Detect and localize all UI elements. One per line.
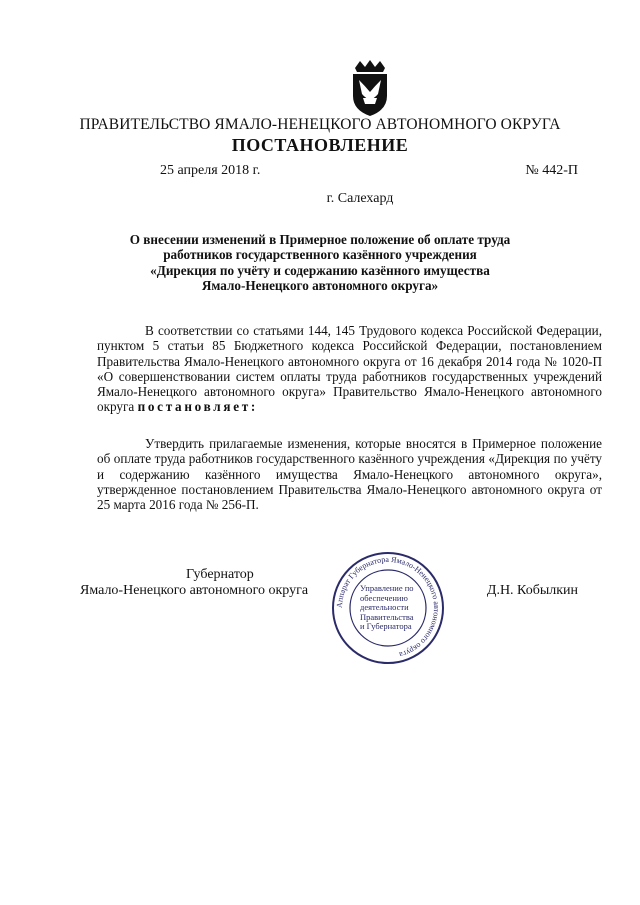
stamp-line: деятельности	[360, 602, 409, 613]
document-subject	[120, 232, 520, 294]
signatory-name: Д.Н. Кобылкин	[486, 583, 578, 598]
stamp-line: Управление по	[360, 583, 414, 593]
coat-of-arms-icon	[345, 58, 395, 118]
subject-line-1: О внесении изменений в Примерное положение об оплате труда	[129, 232, 511, 247]
stamp-line: обеспечению	[360, 592, 408, 603]
subject-line-3: «Дирекция по учёту и содержанию казённого имущества	[150, 262, 490, 278]
signatory-title-line-1: Губернатор	[186, 567, 254, 582]
stamp-line: Правительства	[360, 611, 414, 622]
document-date: 25 апреля 2018 г.	[160, 163, 261, 178]
body-paragraph-1	[97, 323, 602, 415]
stamp-ring-text: Аппарат Губернатора Ямало-Ненецкого автономного округа	[334, 554, 442, 660]
paragraph-1-text: В соответствии со статьями 144, 145 Трудового кодекса Российской Федерации, пунктом 5 статьи 85 Бюджетного кодекса Российской Федерации, постановлением Правительства Ямало-Ненецкого автономного округа от 16 декабря 2014 года № 1020-П «О совершенствовании систем оплаты труда работников государственных учреждений Ямало-Ненецкого автономного округа» Правительство Ямало-Ненецкого автономного округа	[97, 323, 602, 415]
stamp-line: и Губернатора	[360, 621, 412, 632]
document-number: № 442-П	[525, 163, 578, 178]
subject-line-4: Ямало-Ненецкого автономного округа»	[201, 278, 439, 294]
document-city: г. Салехард	[326, 191, 394, 206]
subject-line-2: работников государственного казённого учреждения	[163, 247, 477, 263]
resolution-verb: постановляет:	[137, 399, 259, 415]
government-name: ПРАВИТЕЛЬСТВО ЯМАЛО-НЕНЕЦКОГО АВТОНОМНОГО ОКРУГА	[79, 116, 561, 133]
signatory-title-line-2: Ямало-Ненецкого автономного округа	[80, 583, 309, 598]
stamp-center-text	[360, 584, 418, 632]
body-paragraph-2: Утвердить прилагаемые изменения, которые вносятся в Примерное положение об оплате труда работников государственного казённого учреждения «Дирекция по учёту и содержанию казённого имущества Ямало-Ненецкого автономного округа», утвержденное постановлением Правительства Ямало-Ненецкого автономного округа от 25 марта 2016 года № 256-П.	[97, 436, 602, 513]
document-type-title: ПОСТАНОВЛЕНИЕ	[231, 135, 409, 155]
